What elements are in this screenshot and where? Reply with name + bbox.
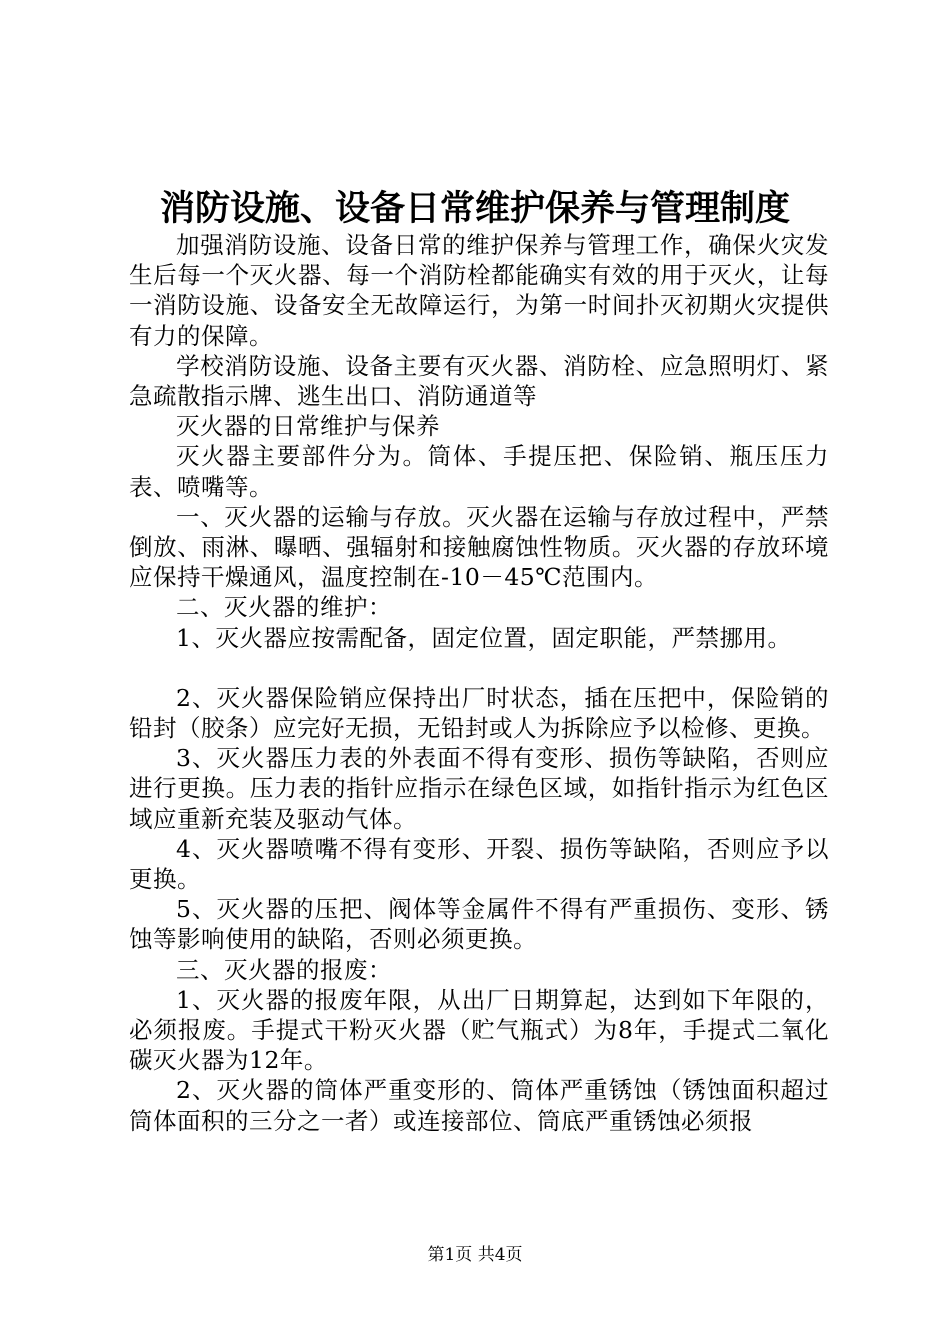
paragraph: 4、灭火器喷嘴不得有变形、开裂、损伤等缺陷，否则应予以更换。 [129, 834, 829, 894]
paragraph: 2、灭火器保险销应保持出厂时状态，插在压把中，保险销的铅封（胶条）应完好无损，无铅封或人为拆除应予以检修、更换。 [129, 683, 829, 743]
page-number: 第1页 共4页 [427, 1245, 523, 1265]
paragraph: 1、灭火器应按需配备，固定位置，固定职能，严禁挪用。 [176, 623, 792, 652]
document-title: 消防设施、设备日常维护保养与管理制度 [159, 188, 790, 229]
paragraph: 3、灭火器压力表的外表面不得有变形、损伤等缺陷，否则应进行更换。压力表的指针应指示在绿色区域，如指针指示为红色区域应重新充装及驱动气体。 [129, 744, 829, 833]
paragraph: 一、灭火器的运输与存放。灭火器在运输与存放过程中，严禁倒放、雨淋、曝晒、强辐射和接触腐蚀性物质。灭火器的存放环境应保持干燥通风，温度控制在-10－45℃范围内。 [129, 502, 829, 592]
paragraph: 灭火器主要部件分为。筒体、手提压把、保险销、瓶压压力表、喷嘴等。 [129, 442, 829, 501]
paragraph: 二、灭火器的维护： [176, 593, 392, 622]
paragraph: 2、灭火器的筒体严重变形的、筒体严重锈蚀（锈蚀面积超过筒体面积的三分之一者）或连接部位、筒底严重锈蚀必须报 [129, 1076, 829, 1135]
paragraph: 学校消防设施、设备主要有灭火器、消防栓、应急照明灯、紧急疏散指示牌、逃生出口、消防通道等 [129, 351, 829, 411]
paragraph: 灭火器的日常维护与保养 [176, 412, 440, 441]
document-body [129, 230, 829, 1136]
paragraph: 加强消防设施、设备日常的维护保养与管理工作，确保火灾发生后每一个灭火器、每一个消防栓都能确实有效的用于灭火，让每一消防设施、设备安全无故障运行，为第一时间扑灭初期火灾提供有力的保障。 [129, 231, 829, 350]
paragraph: 三、灭火器的报废： [176, 955, 392, 984]
paragraph: 5、灭火器的压把、阀体等金属件不得有严重损伤、变形、锈蚀等影响使用的缺陷，否则必须更换。 [129, 895, 829, 954]
paragraph: 1、灭火器的报废年限，从出厂日期算起，达到如下年限的，必须报废。手提式干粉灭火器（贮气瓶式）为8年，手提式二氧化碳灭火器为12年。 [129, 985, 829, 1075]
